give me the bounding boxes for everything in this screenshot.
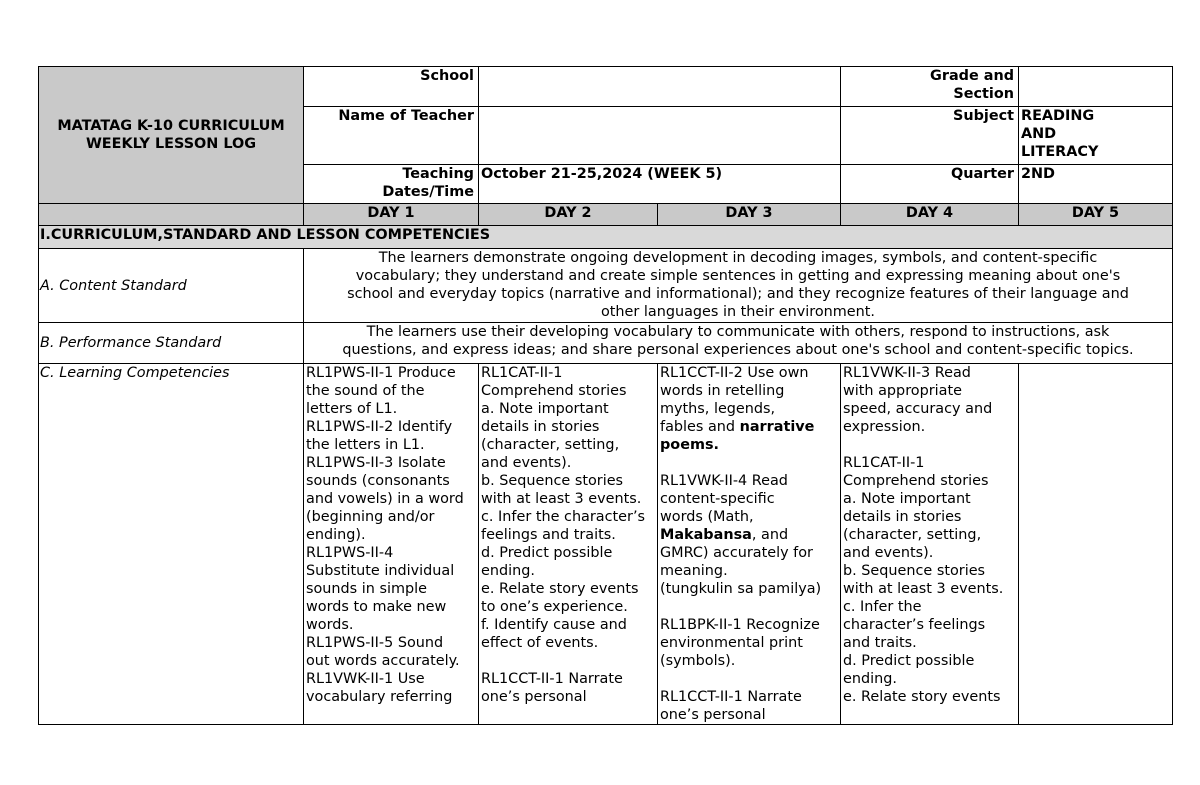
- log-title: [39, 67, 304, 204]
- competency-line: d. Predict possible: [481, 545, 613, 561]
- competency-line: speed, accuracy and: [843, 401, 993, 417]
- competency-line: RL1CAT-II-1: [843, 455, 925, 471]
- competency-line: RL1PWS-II-3 Isolate: [306, 455, 446, 471]
- competency-line: the sound of the: [306, 383, 425, 399]
- quarter-label: Quarter: [841, 165, 1019, 204]
- competency-line: sounds (consonants: [306, 473, 450, 489]
- competency-line: Comprehend stories: [843, 473, 989, 489]
- competency-line: sounds in simple: [306, 581, 427, 597]
- competency-line: words.: [306, 617, 354, 633]
- competencies-day-4: [841, 364, 1019, 725]
- competencies-day-3: RL1CCT-II-2 Use own words in retelling myths, legends, fables and narrative poems. RL1VWK-II-4 Read content-specific words (Math, Makabansa, and GMRC) accurately for meaning. (tungkulin sa pamilya) RL1BPK-II-1 Recognize environmental print (symbols). RL1CCT-II-1 Narrate one’s personal: [658, 364, 841, 725]
- competencies-day-2: [479, 364, 658, 725]
- competency-line: a. Note important: [481, 401, 609, 417]
- grade-section-label: Grade and Section: [841, 67, 1019, 107]
- competencies-day-1: [304, 364, 479, 725]
- competency-line: effect of events.: [481, 635, 599, 651]
- school-label: School: [304, 67, 479, 107]
- competency-line: words to make new: [306, 599, 447, 615]
- competency-line: c. Infer the: [843, 599, 922, 615]
- content-standard-text: The learners demonstrate ongoing development in decoding images, symbols, and content-specific vocabulary; they understand and create simple sentences in getting and expressing meaning about one's school and everyday topics (narrative and informational); and they recognize features of their language and other languages in their environment.: [304, 249, 1173, 323]
- competency-line: RL1PWS-II-5 Sound: [306, 635, 444, 651]
- competency-line: ending).: [306, 527, 366, 543]
- competency-line: details in stories: [481, 419, 600, 435]
- competency-line: letters of L1.: [306, 401, 398, 417]
- competency-line: ending.: [481, 563, 535, 579]
- competency-line: b. Sequence stories: [481, 473, 624, 489]
- school-field[interactable]: [479, 67, 841, 107]
- competency-line: details in stories: [843, 509, 962, 525]
- day-header-4: DAY 4: [841, 204, 1019, 226]
- teacher-field[interactable]: [479, 107, 841, 165]
- competency-line: and events).: [843, 545, 934, 561]
- competency-line: and vowels) in a word: [306, 491, 464, 507]
- competency-line: (beginning and/or: [306, 509, 435, 525]
- day-header-2: DAY 2: [479, 204, 658, 226]
- teaching-dates-label: Teaching Dates/Time: [304, 165, 479, 204]
- competency-line: out words accurately.: [306, 653, 460, 669]
- day-header-1: DAY 1: [304, 204, 479, 226]
- weekly-lesson-log-table: [38, 66, 1173, 725]
- subject-value: READING AND LITERACY: [1019, 107, 1173, 165]
- competency-line: one’s personal: [481, 689, 587, 705]
- competency-line: (character, setting,: [481, 437, 620, 453]
- competency-line: ending.: [843, 671, 897, 687]
- competency-line: RL1CCT-II-1 Narrate: [481, 671, 623, 687]
- teaching-dates-value: October 21-25,2024 (WEEK 5): [479, 165, 841, 204]
- competency-line: Comprehend stories: [481, 383, 627, 399]
- competency-line: [843, 436, 1016, 454]
- competency-line: with at least 3 events.: [481, 491, 642, 507]
- title-line-2: WEEKLY LESSON LOG: [85, 136, 257, 152]
- competency-line: f. Identify cause and: [481, 617, 627, 633]
- day-header-5: DAY 5: [1019, 204, 1173, 226]
- competency-line: a. Note important: [843, 491, 971, 507]
- competency-line: and traits.: [843, 635, 917, 651]
- competency-line: the letters in L1.: [306, 437, 425, 453]
- competency-line: expression.: [843, 419, 926, 435]
- competency-line: RL1PWS-II-1 Produce: [306, 365, 456, 381]
- competency-line: RL1PWS-II-2 Identify: [306, 419, 453, 435]
- competency-line: e. Relate story events: [481, 581, 639, 597]
- section-title: I.CURRICULUM,STANDARD AND LESSON COMPETENCIES: [39, 226, 1173, 249]
- competency-line: with appropriate: [843, 383, 962, 399]
- competency-line: RL1VWK-II-1 Use: [306, 671, 425, 687]
- competency-line: RL1PWS-II-4: [306, 545, 394, 561]
- day-header-3: DAY 3: [658, 204, 841, 226]
- content-standard-label: A. Content Standard: [39, 249, 304, 323]
- competency-line: RL1VWK-II-3 Read: [843, 365, 971, 381]
- competency-line: vocabulary referring: [306, 689, 453, 705]
- competency-line: [481, 652, 655, 670]
- competency-line: Substitute individual: [306, 563, 455, 579]
- competencies-day-5: [1019, 364, 1173, 725]
- performance-standard-label: B. Performance Standard: [39, 323, 304, 364]
- competency-line: and events).: [481, 455, 572, 471]
- competency-line: e. Relate story events: [843, 689, 1001, 705]
- competency-line: with at least 3 events.: [843, 581, 1004, 597]
- title-line-1: MATATAG K-10 CURRICULUM: [57, 118, 285, 134]
- learning-competencies-label: C. Learning Competencies: [39, 364, 304, 725]
- performance-standard-text: The learners use their developing vocabulary to communicate with others, respond to instructions, ask questions, and express ideas; and share personal experiences about one's school and content-specific topics.: [304, 323, 1173, 364]
- quarter-value: 2ND: [1019, 165, 1173, 204]
- teacher-label: Name of Teacher: [304, 107, 479, 165]
- competency-line: character’s feelings: [843, 617, 986, 633]
- competency-line: b. Sequence stories: [843, 563, 986, 579]
- competency-line: RL1CAT-II-1: [481, 365, 563, 381]
- subject-label: Subject: [841, 107, 1019, 165]
- day-header-blank: [39, 204, 304, 226]
- competency-line: to one’s experience.: [481, 599, 628, 615]
- competency-line: c. Infer the character’s: [481, 509, 646, 525]
- grade-section-field[interactable]: [1019, 67, 1173, 107]
- competency-line: d. Predict possible: [843, 653, 975, 669]
- competency-line: feelings and traits.: [481, 527, 616, 543]
- competency-line: (character, setting,: [843, 527, 982, 543]
